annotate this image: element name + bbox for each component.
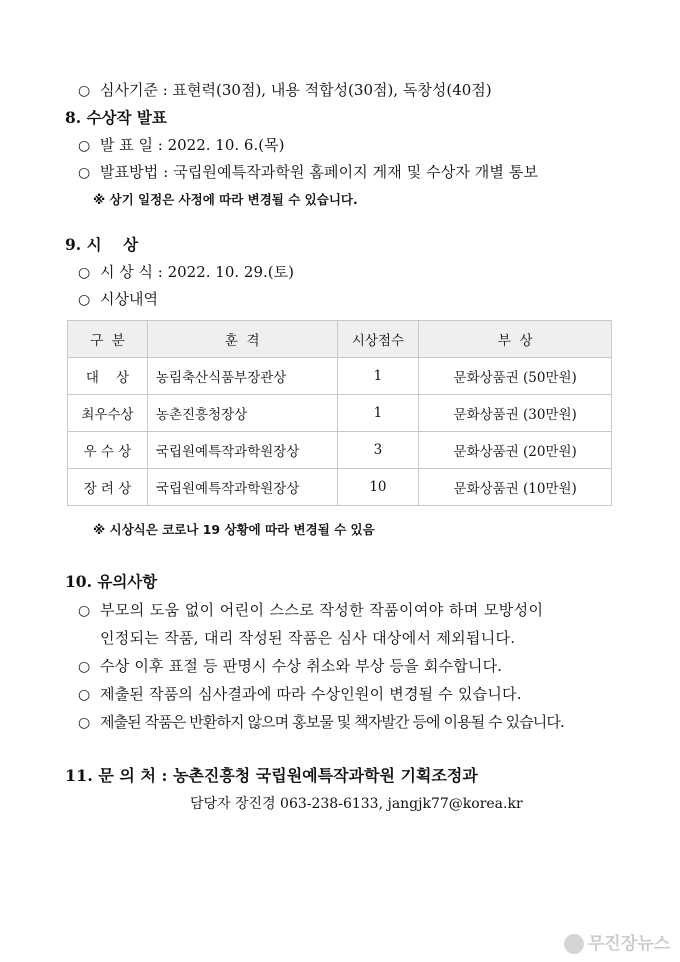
bullet: ○ — [78, 659, 91, 675]
cell-award: 농촌진흥청장상 — [147, 395, 337, 432]
bullet: ○ — [78, 603, 91, 619]
bullet: ○ — [78, 83, 91, 99]
cell-category: 최우수상 — [68, 395, 148, 432]
cell-award: 국립원예특작과학원장상 — [147, 469, 337, 506]
award-details-line — [78, 289, 158, 310]
awards-table — [67, 320, 612, 506]
watermark-text: 무진장뉴스 — [587, 934, 670, 954]
caution-item — [78, 656, 502, 677]
watermark — [564, 929, 670, 954]
caution-text: 인정되는 작품, 대리 작성된 작품은 심사 대상에서 제외됩니다. — [100, 629, 516, 647]
caution-item — [78, 712, 564, 733]
caution-item — [78, 684, 522, 705]
caution-item-continued — [100, 628, 515, 648]
criteria-text: 심사기준 : 표현력(30점), 내용 적합성(30점), 독창성(40점) — [100, 81, 492, 99]
announce-method: 발표방법 : 국립원예특작과학원 홈페이지 게재 및 수상자 개별 통보 — [100, 163, 539, 181]
cell-count: 3 — [337, 432, 419, 469]
announce-date: 발 표 일 : 2022. 10. 6.(목) — [100, 136, 285, 154]
cell-category: 대 상 — [68, 358, 148, 395]
cell-count: 1 — [337, 358, 419, 395]
bullet: ○ — [78, 292, 91, 308]
cell-prize: 문화상품권 (20만원) — [419, 432, 612, 469]
cell-award: 농림축산식품부장관상 — [147, 358, 337, 395]
schedule-note: ※ 상기 일정은 사정에 따라 변경될 수 있습니다. — [93, 192, 358, 207]
bullet: ○ — [78, 265, 91, 281]
cell-count: 10 — [337, 469, 419, 506]
caution-text: 제출된 작품의 심사결과에 따라 수상인원이 변경될 수 있습니다. — [100, 685, 522, 703]
caution-item — [78, 600, 543, 621]
cell-category: 우 수 상 — [68, 432, 148, 469]
ceremony-line — [78, 262, 294, 283]
announce-method-line — [78, 162, 538, 183]
section-8-title: 8. 수상작 발표 — [65, 108, 167, 127]
cell-prize: 문화상품권 (50만원) — [419, 358, 612, 395]
bullet: ○ — [78, 138, 91, 154]
header-prize: 부 상 — [419, 321, 612, 358]
ceremony-note: ※ 시상식은 코로나 19 상황에 따라 변경될 수 있음 — [93, 522, 375, 537]
bullet: ○ — [78, 715, 91, 731]
announce-date-line — [78, 135, 284, 156]
header-count: 시상점수 — [337, 321, 419, 358]
cell-prize: 문화상품권 (10만원) — [419, 469, 612, 506]
cell-count: 1 — [337, 395, 419, 432]
ceremony-date: 시 상 식 : 2022. 10. 29.(토) — [100, 263, 294, 281]
section-9-title: 9. 시 상 — [65, 235, 139, 254]
bullet: ○ — [78, 165, 91, 181]
table-row — [68, 432, 612, 469]
cell-award: 국립원예특작과학원장상 — [147, 432, 337, 469]
cell-category: 장 려 상 — [68, 469, 148, 506]
watermark-logo-icon — [564, 934, 584, 954]
caution-text: 부모의 도움 없이 어린이 스스로 작성한 작품이여야 하며 모방성이 — [100, 601, 544, 619]
header-award: 훈 격 — [147, 321, 337, 358]
header-category: 구 분 — [68, 321, 148, 358]
bullet: ○ — [78, 687, 91, 703]
criteria-line — [78, 80, 492, 101]
table-header-row — [68, 321, 612, 358]
table-row — [68, 395, 612, 432]
cell-prize: 문화상품권 (30만원) — [419, 395, 612, 432]
section-10-title: 10. 유의사항 — [65, 572, 158, 591]
table-row — [68, 469, 612, 506]
contact-line: 11. 문 의 처 : 농촌진흥청 국립원예특작과학원 기획조정과 — [65, 766, 478, 785]
award-details-label: 시상내역 — [100, 290, 158, 308]
staff-contact: 담당자 장진경 063-238-6133, jangjk77@korea.kr — [190, 796, 523, 812]
table-row — [68, 358, 612, 395]
caution-text: 수상 이후 표절 등 판명시 수상 취소와 부상 등을 회수합니다. — [100, 657, 503, 675]
caution-text: 제출된 작품은 반환하지 않으며 홍보물 및 책자발간 등에 이용될 수 있습니다. — [100, 713, 564, 731]
